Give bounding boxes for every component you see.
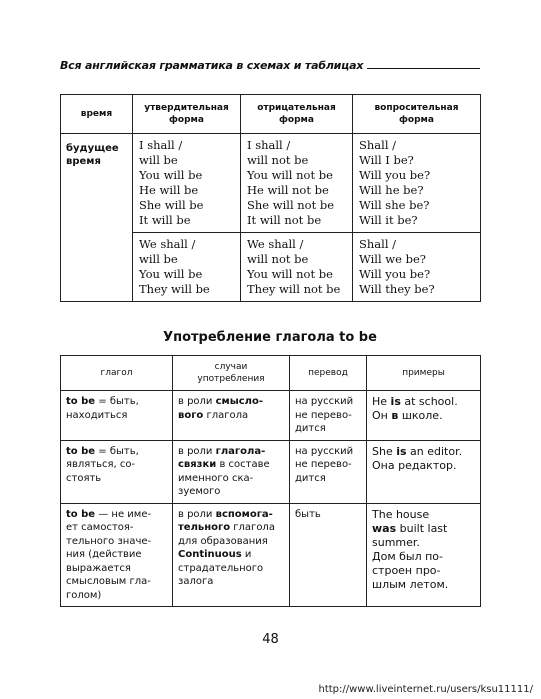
table-row xyxy=(61,440,481,503)
translation-cell: быть xyxy=(290,503,367,607)
header-time: время xyxy=(61,95,133,134)
header-translation: перевод xyxy=(290,356,367,391)
table-row xyxy=(61,503,481,607)
header-verb: глагол xyxy=(61,356,173,391)
example-cell: The house was built last summer. Дом был по- строен про- шлым летом. xyxy=(367,503,481,607)
affirmative-singular: I shall / will be You will be He will be She will be It will be xyxy=(133,134,241,233)
example-cell: He is at school. Он в школе. xyxy=(367,391,481,441)
table-row xyxy=(61,391,481,441)
header-rule xyxy=(367,68,480,69)
time-cell: будущее время xyxy=(61,134,133,302)
watermark-url: http://www.liveinternet.ru/users/ksu11111/ xyxy=(318,684,533,695)
verb-cell: to be — не име- ет самостоя- тельного значе- ния (действие выражается смысловым гла- голом) xyxy=(61,503,173,607)
negative-singular: I shall / will not be You will not be He will not be She will not be It will not be xyxy=(241,134,353,233)
header-examples: примеры xyxy=(367,356,481,391)
book-title: Вся английская грамматика в схемах и таблицах xyxy=(60,59,364,72)
header-negative: отрицательная форма xyxy=(241,95,353,134)
verb-cell: to be = быть, находиться xyxy=(61,391,173,441)
affirmative-plural: We shall / will be You will be They will be xyxy=(133,233,241,302)
to-be-usage-table xyxy=(60,355,481,607)
singular-row xyxy=(61,134,481,233)
table-header-row xyxy=(61,356,481,391)
question-plural: Shall / Will we be? Will you be? Will they be? xyxy=(353,233,481,302)
usage-cell: в роли глагола- связки в составе именного ска- зуемого xyxy=(173,440,290,503)
header-affirmative: утвердительная форма xyxy=(133,95,241,134)
usage-cell: в роли смысло- вого глагола xyxy=(173,391,290,441)
section-title: Употребление глагола to be xyxy=(163,330,377,345)
verb-cell: to be = быть, являться, со- стоять xyxy=(61,440,173,503)
question-singular: Shall / Will I be? Will you be? Will he be? Will she be? Will it be? xyxy=(353,134,481,233)
translation-cell: на русский не перево- дится xyxy=(290,391,367,441)
header-question: вопросительная форма xyxy=(353,95,481,134)
translation-cell: на русский не перево- дится xyxy=(290,440,367,503)
table-header-row xyxy=(61,95,481,134)
page-number: 48 xyxy=(262,632,279,647)
negative-plural: We shall / will not be You will not be They will not be xyxy=(241,233,353,302)
example-cell: She is an editor. Она редактор. xyxy=(367,440,481,503)
running-header xyxy=(60,54,480,72)
future-tense-table xyxy=(60,94,481,302)
usage-cell: в роли вспомога- тельного глагола для образования Continuous и страдательного залога xyxy=(173,503,290,607)
header-usage: случаи употребления xyxy=(173,356,290,391)
